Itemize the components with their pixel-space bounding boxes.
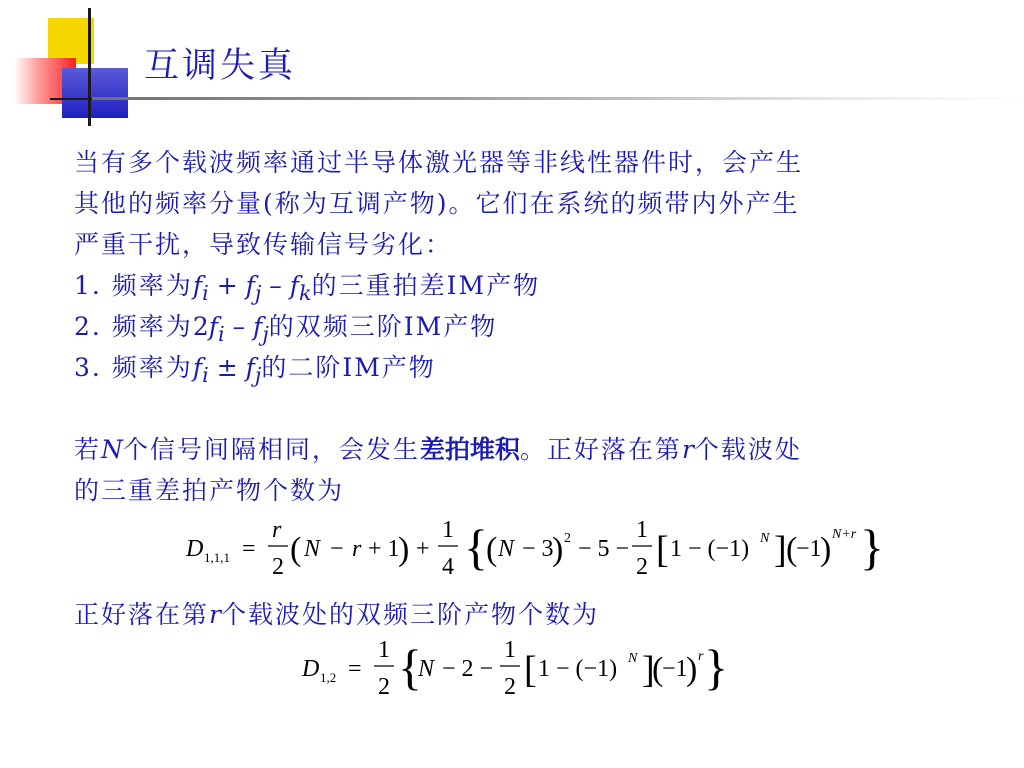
im-item-suffix: 的三重拍差IM产物 [311, 271, 541, 300]
svg-text:− 3: − 3 [522, 536, 554, 562]
svg-text:2: 2 [272, 554, 284, 580]
title-rule [92, 97, 1022, 100]
stacking-paragraph-line2: 的三重差拍产物个数为 [74, 476, 345, 505]
im-item-formula: $f_i \pm f_j$ [192, 353, 262, 387]
intro-line: 其他的频率分量(称为互调产物)。它们在系统的频带内外产生 [74, 189, 800, 218]
beat-stacking-term: 差拍堆积 [419, 435, 520, 464]
stacking-paragraph-line1 [74, 429, 1004, 470]
equation-d111 [180, 510, 884, 586]
svg-text:+: + [416, 536, 430, 562]
symbol-N: N [101, 435, 123, 464]
svg-text:[: [ [656, 529, 669, 571]
im-item-prefix: 1. 频率为 [74, 271, 193, 300]
logo-decoration [0, 0, 140, 130]
svg-text:2: 2 [378, 674, 390, 700]
logo-vertical-line [88, 8, 91, 126]
text-run: 个载波处 [693, 435, 802, 464]
im-item-prefix: 2. 频率为 [74, 312, 193, 341]
svg-text:1: 1 [504, 637, 516, 663]
svg-text:): ) [820, 531, 832, 568]
equation-d12 [300, 630, 728, 706]
pair-paragraph [74, 594, 1004, 635]
text-run: 若 [74, 435, 102, 464]
svg-text:− 5 −: − 5 − [578, 536, 630, 562]
svg-text:(: ( [486, 531, 498, 568]
text-run: 个信号间隔相同，会发生 [122, 435, 420, 464]
svg-text:r: r [352, 536, 362, 562]
im-item-suffix: 的双频三阶IM产物 [268, 312, 498, 341]
svg-text:1: 1 [378, 637, 390, 663]
svg-text:(: ( [290, 531, 302, 568]
svg-text:N: N [304, 536, 321, 562]
svg-text:1 − (−1): 1 − (−1) [670, 536, 750, 562]
svg-text:): ) [686, 651, 698, 688]
svg-text:[: [ [524, 649, 537, 691]
im-item-prefix: 3. 频率为 [74, 353, 193, 382]
im-item-3 [74, 347, 1004, 388]
pair-paragraph-line [74, 594, 1004, 635]
svg-text:1: 1 [636, 517, 648, 543]
svg-text:(: ( [786, 531, 798, 568]
svg-text:}: } [860, 519, 884, 575]
svg-text:1,2: 1,2 [320, 670, 337, 685]
text-run: 正好落在第 [74, 600, 210, 629]
svg-text:]: ] [642, 649, 655, 691]
text-run: 个载波处的双频三阶产物个数为 [220, 600, 599, 629]
svg-text:4: 4 [442, 554, 454, 580]
svg-text:]: ] [774, 529, 787, 571]
svg-text:2: 2 [504, 674, 516, 700]
im-item-suffix: 的二阶IM产物 [261, 353, 436, 382]
svg-text:): ) [398, 531, 410, 568]
svg-text:− 2 −: − 2 − [442, 656, 494, 682]
im-item-formula: $f_i + f_j - f_k$ [192, 271, 312, 305]
logo-blue-block [62, 68, 128, 118]
svg-text:N: N [760, 531, 770, 546]
svg-text:−1: −1 [796, 536, 822, 562]
svg-text:N: N [628, 651, 638, 666]
slide-body [74, 142, 1004, 511]
svg-text:}: } [704, 639, 728, 695]
svg-text:=: = [242, 536, 256, 562]
svg-text:r: r [272, 517, 282, 543]
intro-line: 严重干扰，导致传输信号劣化： [74, 230, 453, 259]
svg-text:r: r [698, 649, 704, 664]
svg-text:): ) [552, 531, 564, 568]
svg-text:N: N [498, 536, 515, 562]
symbol-r: r [209, 600, 221, 629]
svg-text:1,1,1: 1,1,1 [204, 550, 230, 565]
svg-text:−: − [330, 536, 344, 562]
text-run: 。正好落在第 [519, 435, 682, 464]
im-item-2 [74, 306, 1004, 347]
svg-text:(: ( [652, 651, 664, 688]
svg-text:=: = [348, 656, 362, 682]
svg-text:D: D [302, 656, 320, 682]
svg-text:D: D [186, 536, 204, 562]
im-item-1 [74, 265, 1004, 306]
svg-text:1 − (−1): 1 − (−1) [538, 656, 618, 682]
svg-text:2: 2 [564, 531, 571, 546]
symbol-r: r [681, 435, 694, 464]
svg-text:N: N [418, 656, 435, 682]
svg-text:{: { [398, 639, 422, 695]
svg-text:{: { [464, 519, 488, 575]
svg-text:2: 2 [636, 554, 648, 580]
svg-text:1: 1 [442, 517, 454, 543]
intro-paragraph [74, 142, 1004, 511]
svg-text:+ 1: + 1 [368, 536, 400, 562]
svg-text:−1: −1 [662, 656, 688, 682]
im-item-formula: $2f_i - f_j$ [192, 312, 269, 346]
slide-title: 互调失真 [144, 46, 297, 86]
intro-line: 当有多个载波频率通过半导体激光器等非线性器件时，会产生 [74, 148, 804, 177]
svg-text:N+r: N+r [832, 527, 857, 542]
